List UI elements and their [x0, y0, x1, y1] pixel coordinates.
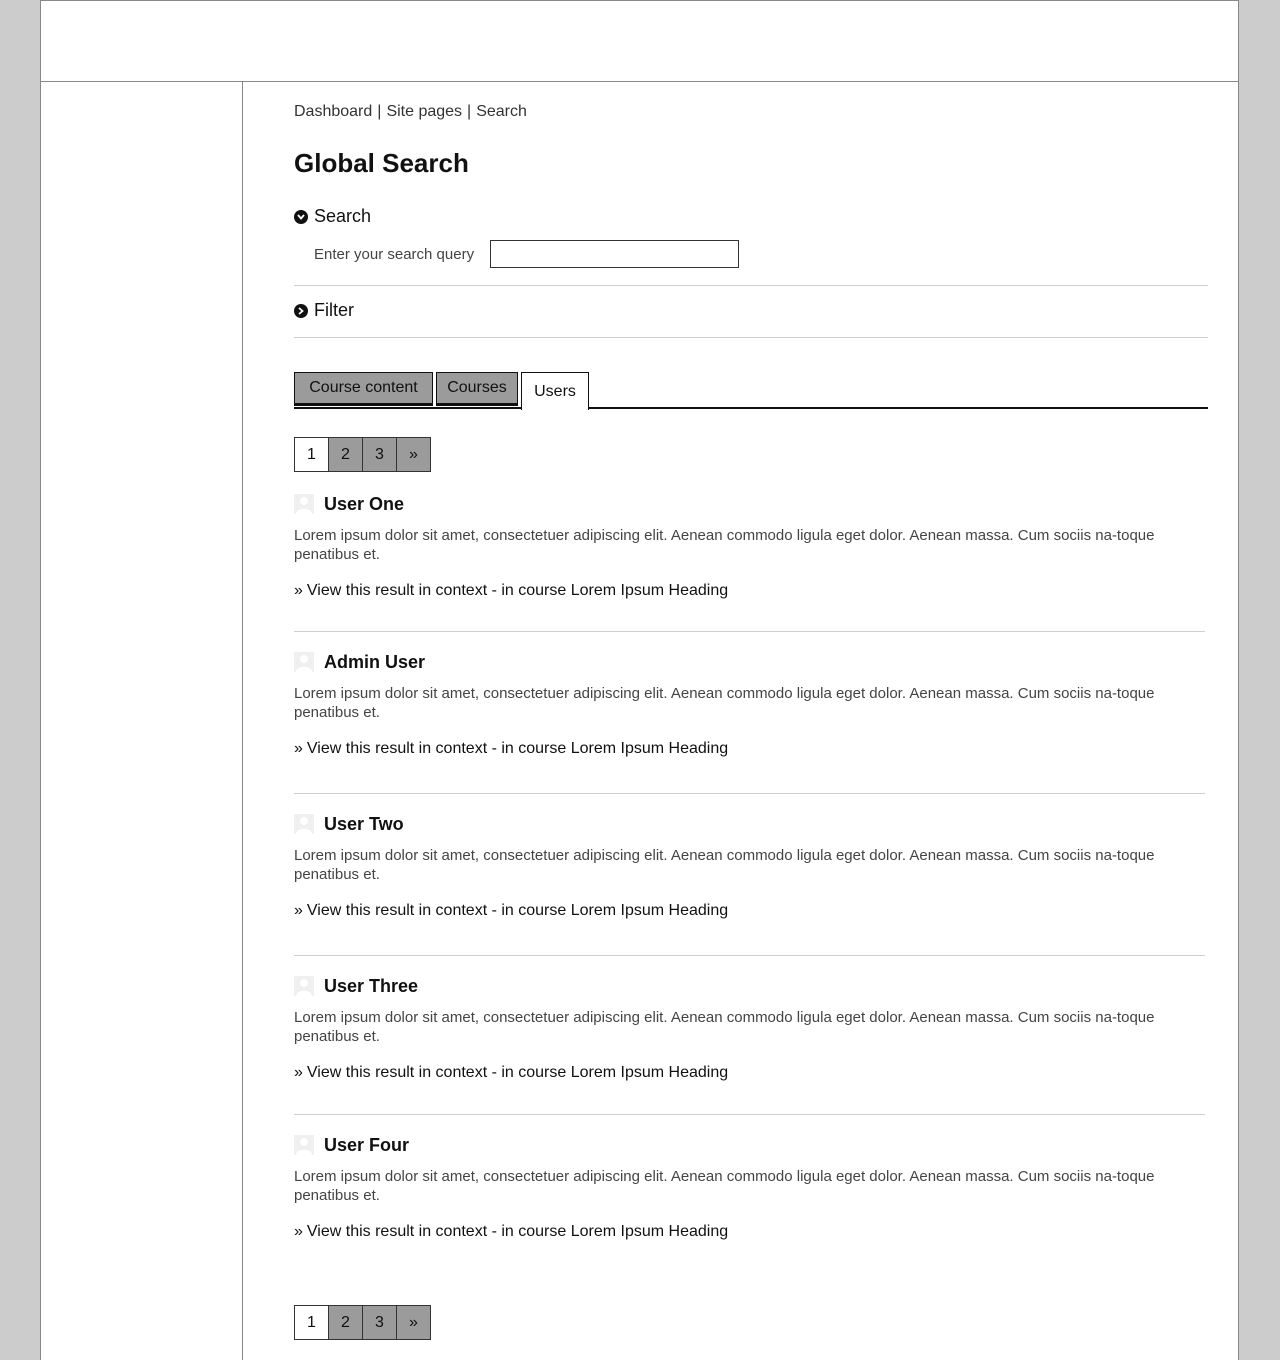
filter-section-toggle[interactable]: [294, 300, 354, 321]
result-context-link-text: View this result in context - in course Lorem Ipsum Heading: [306, 1223, 729, 1240]
page-1-button[interactable]: 1: [294, 1305, 329, 1340]
search-query-label: Enter your search query: [314, 245, 475, 263]
divider: [294, 955, 1205, 956]
chevron-circle-right-icon: [294, 304, 308, 318]
double-chevron-right-icon: »: [294, 902, 303, 919]
page-header: [41, 0, 1238, 82]
result-user-name[interactable]: User One: [324, 493, 405, 514]
result-user-name[interactable]: Admin User: [324, 651, 426, 672]
result-description: Lorem ipsum dolor sit amet, consectetuer adipiscing elit. Aenean commodo ligula eget dolor. Aenean massa. Cum sociis na-toque penatibus et.: [294, 1009, 1155, 1045]
page-frame: [40, 0, 1239, 1360]
tab-course-content[interactable]: Course content: [294, 372, 433, 406]
result-description: Lorem ipsum dolor sit amet, consectetuer adipiscing elit. Aenean commodo ligula eget dolor. Aenean massa. Cum sociis na-toque penatibus et.: [294, 847, 1155, 883]
pagination-top: [294, 437, 431, 472]
result-context-link[interactable]: [294, 740, 1208, 758]
search-input[interactable]: [490, 240, 739, 268]
pagination-bottom: [294, 1305, 431, 1340]
page-2-button[interactable]: 2: [328, 437, 363, 472]
breadcrumb-dashboard[interactable]: Dashboard: [294, 103, 373, 120]
search-result: [294, 812, 1208, 920]
search-result: [294, 650, 1208, 758]
result-context-link-text: View this result in context - in course Lorem Ipsum Heading: [306, 1064, 729, 1081]
user-avatar-icon: [294, 1135, 314, 1155]
result-user-name[interactable]: User Two: [324, 813, 404, 834]
divider: [294, 337, 1208, 338]
result-description: Lorem ipsum dolor sit amet, consectetuer adipiscing elit. Aenean commodo ligula eget dolor. Aenean massa. Cum sociis na-toque penatibus et.: [294, 1168, 1155, 1204]
result-description: Lorem ipsum dolor sit amet, consectetuer adipiscing elit. Aenean commodo ligula eget dolor. Aenean massa. Cum sociis na-toque penatibus et.: [294, 527, 1155, 563]
double-chevron-right-icon: »: [294, 1223, 303, 1240]
next-page-button[interactable]: [396, 1305, 431, 1340]
result-context-link-text: View this result in context - in course Lorem Ipsum Heading: [306, 740, 729, 757]
double-chevron-right-icon: »: [294, 740, 303, 757]
page-2-button[interactable]: 2: [328, 1305, 363, 1340]
user-avatar-icon: [294, 494, 314, 514]
result-context-link-text: View this result in context - in course Lorem Ipsum Heading: [306, 902, 729, 919]
result-context-link[interactable]: [294, 582, 1208, 600]
search-row: [314, 240, 739, 268]
search-result: [294, 1133, 1208, 1241]
user-avatar-icon: [294, 814, 314, 834]
result-description: Lorem ipsum dolor sit amet, consectetuer adipiscing elit. Aenean commodo ligula eget dolor. Aenean massa. Cum sociis na-toque penatibus et.: [294, 685, 1155, 721]
page-title: Global Search: [294, 148, 469, 178]
result-context-link[interactable]: [294, 1064, 1208, 1082]
divider: [294, 285, 1208, 286]
breadcrumb-search: Search: [476, 103, 527, 120]
sidebar: [41, 82, 243, 1360]
tab-users[interactable]: Users: [521, 372, 589, 410]
next-page-button[interactable]: [396, 437, 431, 472]
search-section-label: Search: [314, 206, 372, 226]
search-result: [294, 974, 1208, 1082]
tabs-baseline: [294, 407, 1208, 409]
result-user-name[interactable]: User Four: [324, 1134, 410, 1155]
divider: [294, 793, 1205, 794]
result-context-link[interactable]: [294, 1223, 1208, 1241]
search-result: [294, 492, 1208, 600]
filter-section-label: Filter: [314, 300, 354, 320]
breadcrumb: [294, 103, 527, 121]
breadcrumb-separator: |: [467, 103, 472, 120]
page-1-button[interactable]: 1: [294, 437, 329, 472]
result-context-link[interactable]: [294, 902, 1208, 920]
divider: [294, 1114, 1205, 1115]
breadcrumb-site-pages[interactable]: Site pages: [386, 103, 463, 120]
double-chevron-right-icon: »: [294, 1064, 303, 1081]
double-chevron-right-icon: »: [409, 445, 418, 463]
breadcrumb-separator: |: [377, 103, 382, 120]
result-tabs: [294, 371, 1208, 411]
double-chevron-right-icon: »: [409, 1313, 418, 1331]
user-avatar-icon: [294, 652, 314, 672]
double-chevron-right-icon: »: [294, 582, 303, 599]
page-3-button[interactable]: 3: [362, 437, 397, 472]
divider: [294, 631, 1205, 632]
result-context-link-text: View this result in context - in course Lorem Ipsum Heading: [306, 582, 729, 599]
user-avatar-icon: [294, 976, 314, 996]
page-3-button[interactable]: 3: [362, 1305, 397, 1340]
search-section-toggle[interactable]: [294, 206, 371, 227]
result-user-name[interactable]: User Three: [324, 975, 419, 996]
chevron-circle-down-icon: [294, 210, 308, 224]
tab-courses[interactable]: Courses: [436, 372, 518, 406]
